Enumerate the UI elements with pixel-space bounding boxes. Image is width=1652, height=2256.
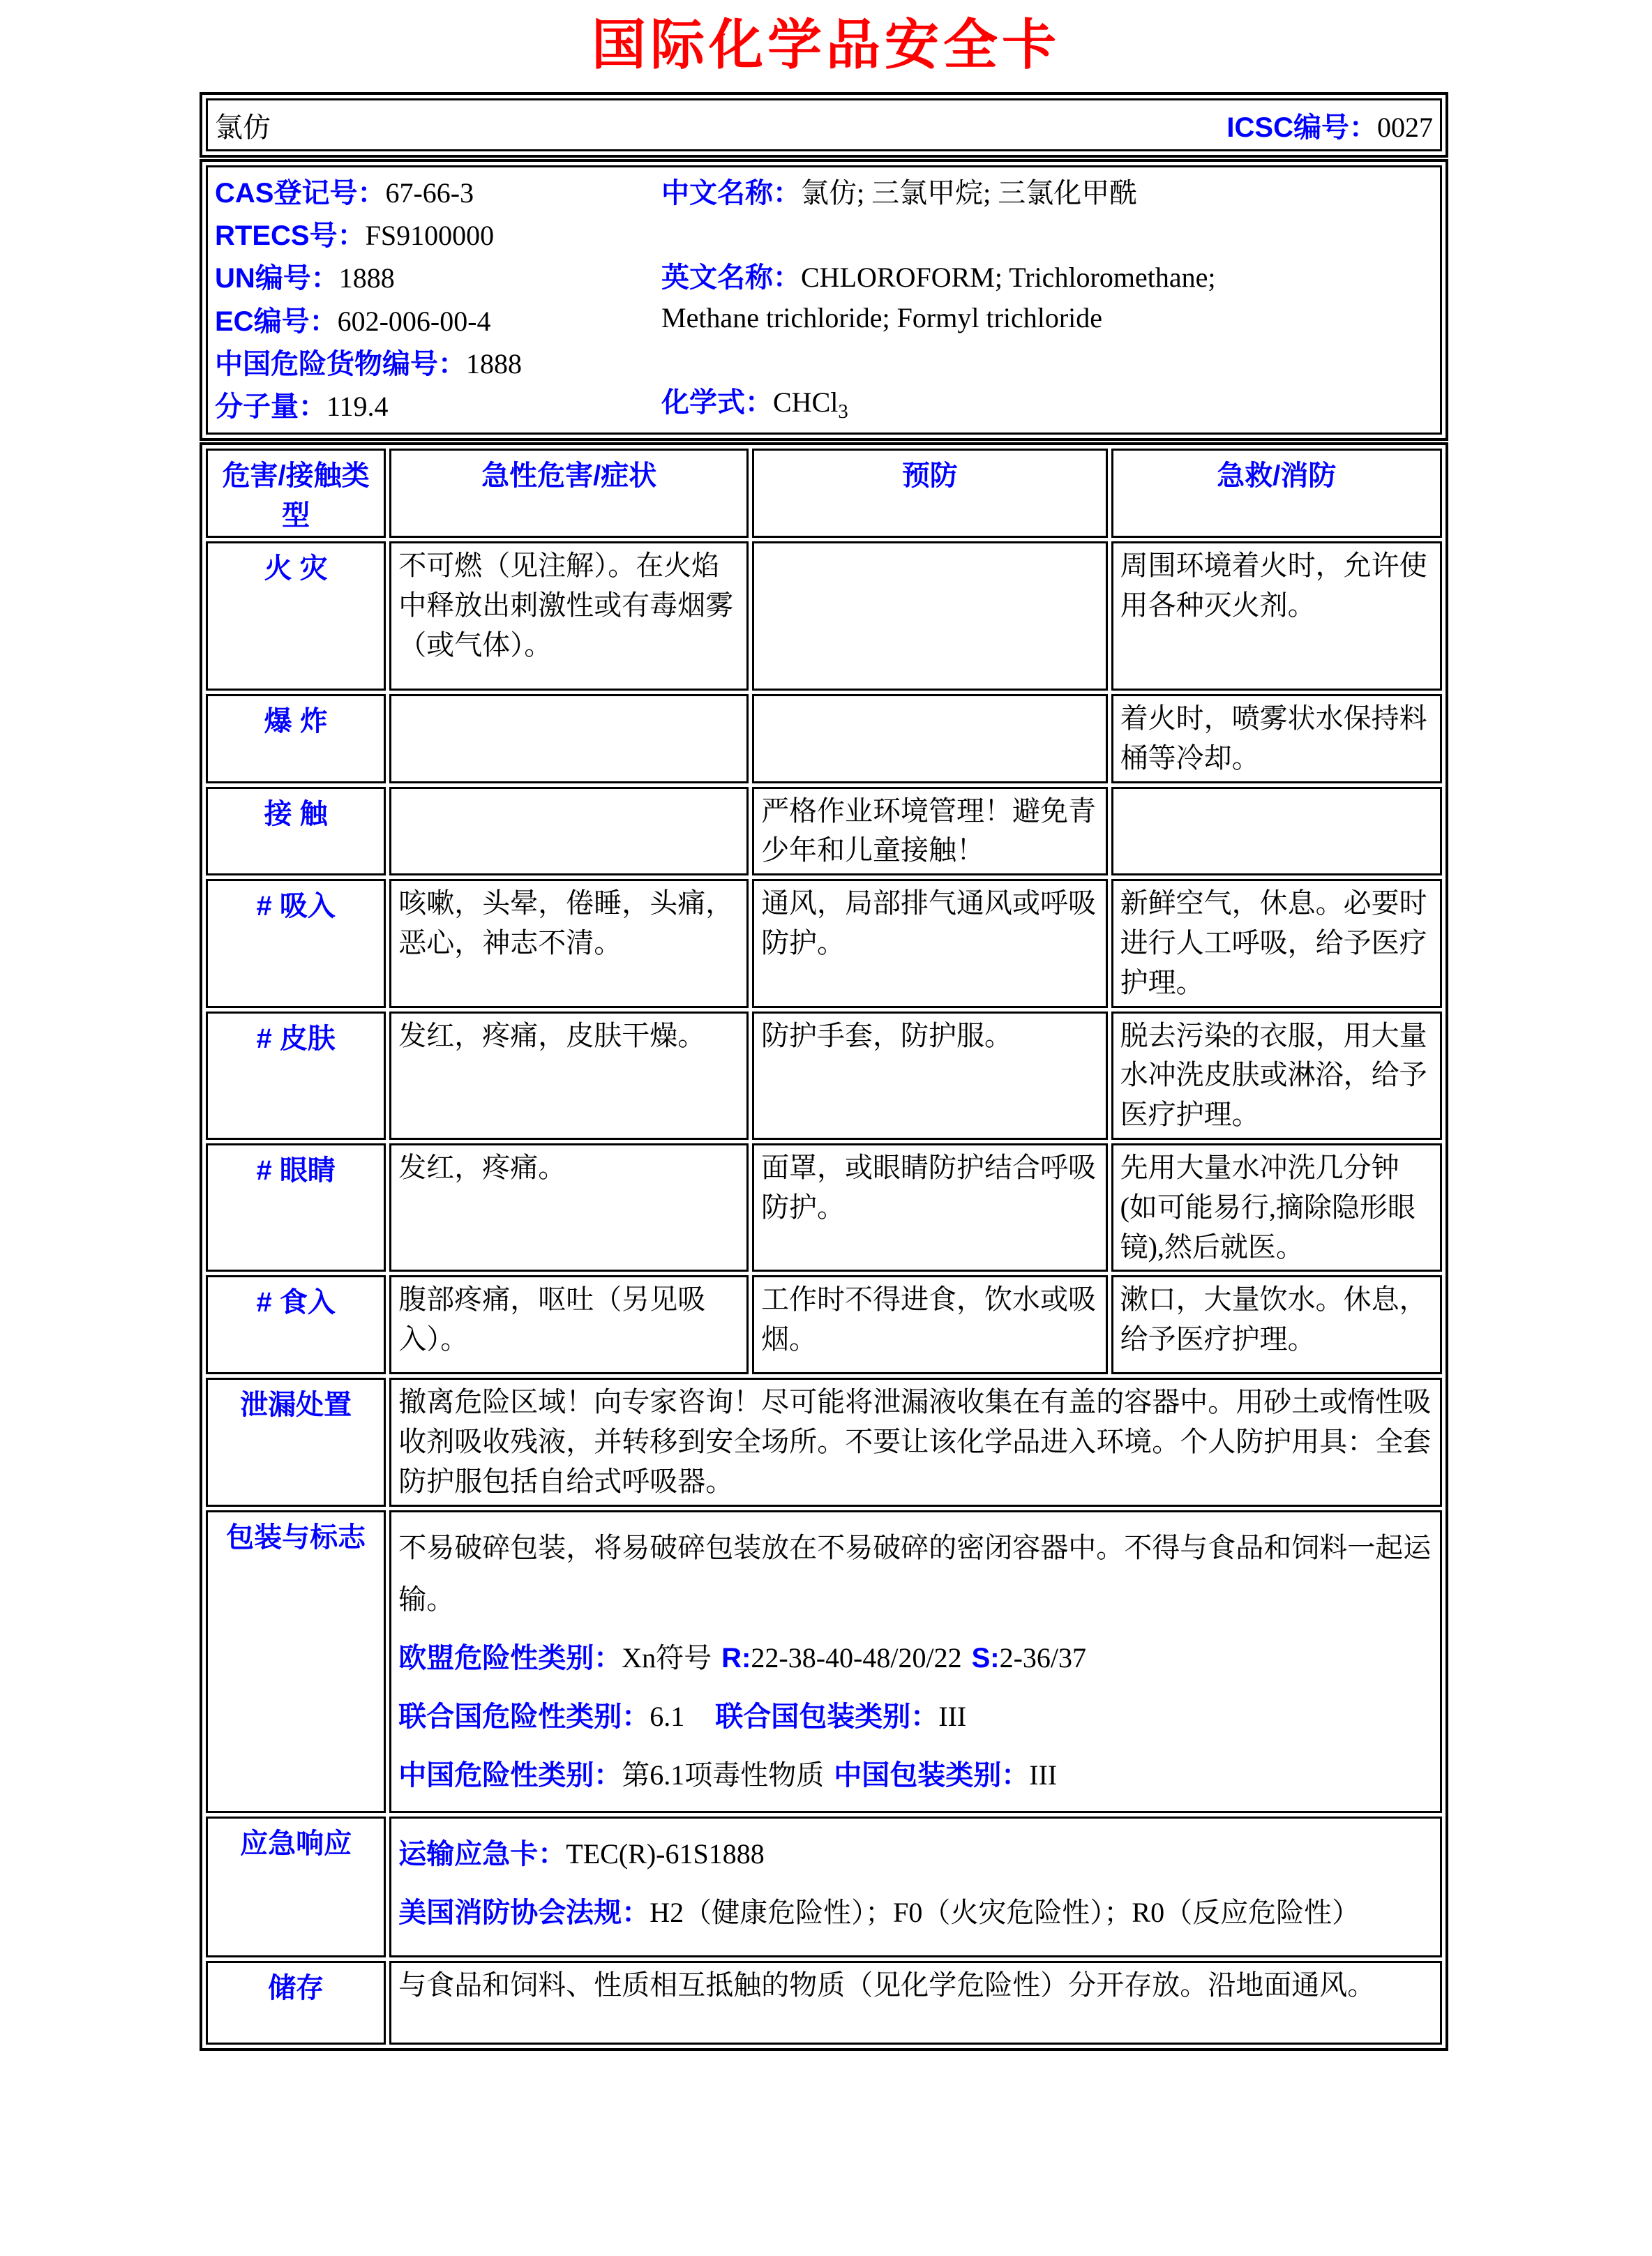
ingestion-row-label: # 食入 bbox=[206, 1275, 386, 1374]
eu-symbol-value: Xn符号 bbox=[622, 1641, 712, 1674]
s-phrase-label: S: bbox=[971, 1642, 1000, 1674]
fire-symptom-cell: 不可燃（见注解）。在火焰中释放出刺激性或有毒烟雾（或气体）。 bbox=[389, 541, 749, 691]
tec-line bbox=[398, 1828, 1433, 1880]
header-table bbox=[200, 92, 1448, 158]
chinese-name bbox=[661, 173, 1310, 213]
china-classification-line bbox=[398, 1750, 1433, 1801]
icsc-number-label: ICSC编号： bbox=[1226, 112, 1377, 143]
un-value: 1888 bbox=[338, 262, 395, 294]
eu-class-label: 欧盟危险性类别： bbox=[398, 1642, 622, 1674]
chinese-name-value: 氯仿; 三氯甲烷; 三氯化甲酰 bbox=[801, 177, 1138, 209]
china-pack-label: 中国包装类别： bbox=[834, 1759, 1030, 1791]
page-title: 国际化学品安全卡 bbox=[591, 15, 1060, 75]
eyes-row bbox=[206, 1143, 1442, 1272]
chemical-formula-subscript: 3 bbox=[838, 400, 848, 423]
hazard-header-row bbox=[206, 449, 1442, 538]
skin-row-label: # 皮肤 bbox=[206, 1012, 386, 1140]
explosion-first-aid-cell: 着火时，喷雾状水保持料桶等冷却。 bbox=[1111, 694, 1442, 783]
emergency-row bbox=[206, 1817, 1442, 1957]
emergency-content-cell bbox=[389, 1817, 1442, 1957]
nfpa-line bbox=[398, 1887, 1433, 1939]
r-phrase-value: 22-38-40-48/20/22 bbox=[751, 1641, 962, 1674]
eyes-first-aid-cell: 先用大量水冲洗几分钟(如可能易行,摘除隐形眼镜),然后就医。 bbox=[1111, 1143, 1442, 1272]
english-name-label: 英文名称： bbox=[661, 262, 801, 294]
nfpa-value: H2（健康危险性）；F0（火灾危险性）；R0（反应危险性） bbox=[649, 1896, 1360, 1928]
tec-label: 运输应急卡： bbox=[398, 1838, 566, 1870]
inhalation-row-label: # 吸入 bbox=[206, 879, 386, 1007]
packaging-row bbox=[206, 1510, 1442, 1813]
tec-value: TEC(R)-61S1888 bbox=[566, 1837, 765, 1870]
ingestion-row bbox=[206, 1275, 1442, 1374]
un-class-value: 6.1 bbox=[649, 1700, 685, 1732]
contact-prevention-cell: 严格作业环境管理！避免青少年和儿童接触！ bbox=[752, 787, 1108, 876]
explosion-prevention-cell bbox=[752, 694, 1108, 783]
molecular-weight-label: 分子量： bbox=[215, 391, 326, 422]
china-dg-label: 中国危险货物编号： bbox=[215, 348, 466, 379]
storage-row-label: 储存 bbox=[206, 1961, 386, 2045]
column-header-prevention: 预防 bbox=[752, 449, 1108, 538]
s-phrase-value: 2-36/37 bbox=[999, 1641, 1086, 1674]
fire-row bbox=[206, 541, 1442, 691]
fire-prevention-cell bbox=[752, 541, 1108, 691]
spill-row bbox=[206, 1378, 1442, 1506]
packaging-content-cell bbox=[389, 1510, 1442, 1813]
un-number bbox=[215, 258, 661, 299]
contact-symptom-cell bbox=[389, 787, 749, 876]
column-header-symptoms: 急性危害/症状 bbox=[389, 449, 749, 538]
explosion-row bbox=[206, 694, 1442, 783]
eu-classification-line bbox=[398, 1632, 1433, 1684]
emergency-row-label: 应急响应 bbox=[206, 1817, 386, 1957]
skin-first-aid-cell: 脱去污染的衣服，用大量水冲洗皮肤或淋浴，给予医疗护理。 bbox=[1111, 1012, 1442, 1140]
eyes-symptom-cell: 发红，疼痛。 bbox=[389, 1143, 749, 1272]
eyes-row-label: # 眼睛 bbox=[206, 1143, 386, 1272]
spill-row-label: 泄漏处置 bbox=[206, 1378, 386, 1506]
fire-row-label: 火 灾 bbox=[206, 541, 386, 691]
chemical-formula bbox=[661, 382, 1310, 427]
identifier-right-column bbox=[661, 170, 1310, 430]
inhalation-row bbox=[206, 879, 1442, 1007]
molecular-weight bbox=[215, 386, 661, 427]
packaging-row-label: 包装与标志 bbox=[206, 1510, 386, 1813]
rtecs-value: FS9100000 bbox=[365, 220, 495, 252]
china-class-label: 中国危险性类别： bbox=[398, 1759, 622, 1791]
ingestion-prevention-cell: 工作时不得进食，饮水或吸烟。 bbox=[752, 1275, 1108, 1374]
ingestion-first-aid-cell: 漱口，大量饮水。休息，给予医疗护理。 bbox=[1111, 1275, 1442, 1374]
cas-label: CAS登记号： bbox=[215, 178, 386, 209]
un-pack-value: III bbox=[938, 1700, 967, 1732]
rtecs-label: RTECS号： bbox=[215, 220, 366, 252]
molecular-weight-value: 119.4 bbox=[326, 390, 389, 422]
rtecs-number bbox=[215, 216, 661, 256]
skin-prevention-cell: 防护手套，防护服。 bbox=[752, 1012, 1108, 1140]
contact-row-label: 接 触 bbox=[206, 787, 386, 876]
ec-number bbox=[215, 301, 661, 342]
r-phrase-label: R: bbox=[721, 1642, 751, 1674]
column-header-hazard-type: 危害/接触类型 bbox=[206, 449, 386, 538]
explosion-symptom-cell bbox=[389, 694, 749, 783]
identifier-left-column bbox=[215, 170, 661, 430]
column-header-first-aid: 急救/消防 bbox=[1111, 449, 1442, 538]
fire-first-aid-cell: 周围环境着火时，允许使用各种灭火剂。 bbox=[1111, 541, 1442, 691]
un-label: UN编号： bbox=[215, 263, 339, 294]
inhalation-prevention-cell: 通风，局部排气通风或呼吸防护。 bbox=[752, 879, 1108, 1007]
contact-row bbox=[206, 787, 1442, 876]
skin-symptom-cell: 发红，疼痛，皮肤干燥。 bbox=[389, 1012, 749, 1140]
china-class-value: 第6.1项毒性物质 bbox=[622, 1759, 825, 1791]
china-dg-value: 1888 bbox=[466, 347, 522, 379]
chinese-name-label: 中文名称： bbox=[661, 178, 801, 209]
contact-first-aid-cell bbox=[1111, 787, 1442, 876]
cas-number bbox=[215, 173, 661, 213]
english-name-value: CHLOROFORM; Trichloromethane; Methane trichloride; Formyl trichloride bbox=[661, 262, 1216, 334]
spill-content-cell: 撤离危险区域！向专家咨询！尽可能将泄漏液收集在有盖的容器中。用砂土或惰性吸收剂吸收残液，并转移到安全场所。不要让该化学品进入环境。个人防护用具：全套防护服包括自给式呼吸器。 bbox=[389, 1378, 1442, 1506]
icsc-number bbox=[1226, 105, 1433, 145]
hazard-table bbox=[200, 442, 1448, 2051]
ec-label: EC编号： bbox=[215, 306, 338, 337]
un-class-label: 联合国危险性类别： bbox=[398, 1701, 650, 1732]
chemical-formula-label: 化学式： bbox=[661, 387, 773, 419]
ingestion-symptom-cell: 腹部疼痛，呕吐（另见吸入）。 bbox=[389, 1275, 749, 1374]
identifier-table bbox=[200, 159, 1448, 441]
inhalation-symptom-cell: 咳嗽，头晕，倦睡，头痛，恶心，神志不清。 bbox=[389, 879, 749, 1007]
substance-name: 氯仿 bbox=[215, 111, 271, 143]
un-pack-label: 联合国包装类别： bbox=[715, 1701, 939, 1732]
inhalation-first-aid-cell: 新鲜空气，休息。必要时进行人工呼吸，给予医疗护理。 bbox=[1111, 879, 1442, 1007]
explosion-row-label: 爆 炸 bbox=[206, 694, 386, 783]
english-name bbox=[661, 257, 1310, 338]
ec-value: 602-006-00-4 bbox=[337, 305, 491, 337]
identifier-row bbox=[206, 165, 1442, 435]
chemical-formula-base: CHCl bbox=[773, 386, 839, 419]
skin-row bbox=[206, 1012, 1442, 1140]
header-row bbox=[206, 98, 1442, 151]
china-dg-number bbox=[215, 344, 661, 384]
storage-row bbox=[206, 1961, 1442, 2045]
safety-card bbox=[200, 92, 1448, 2051]
un-classification-line bbox=[398, 1691, 1433, 1743]
icsc-number-value: 0027 bbox=[1377, 111, 1433, 143]
china-pack-value: III bbox=[1029, 1759, 1058, 1791]
storage-content-cell: 与食品和饲料、性质相互抵触的物质（见化学危险性）分开存放。沿地面通风。 bbox=[389, 1961, 1442, 2045]
eyes-prevention-cell: 面罩，或眼睛防护结合呼吸防护。 bbox=[752, 1143, 1108, 1272]
cas-value: 67-66-3 bbox=[385, 177, 474, 209]
packaging-note: 不易破碎包装，将易破碎包装放在不易破碎的密闭容器中。不得与食品和饲料一起运输。 bbox=[398, 1531, 1432, 1615]
nfpa-label: 美国消防协会法规： bbox=[398, 1897, 650, 1928]
